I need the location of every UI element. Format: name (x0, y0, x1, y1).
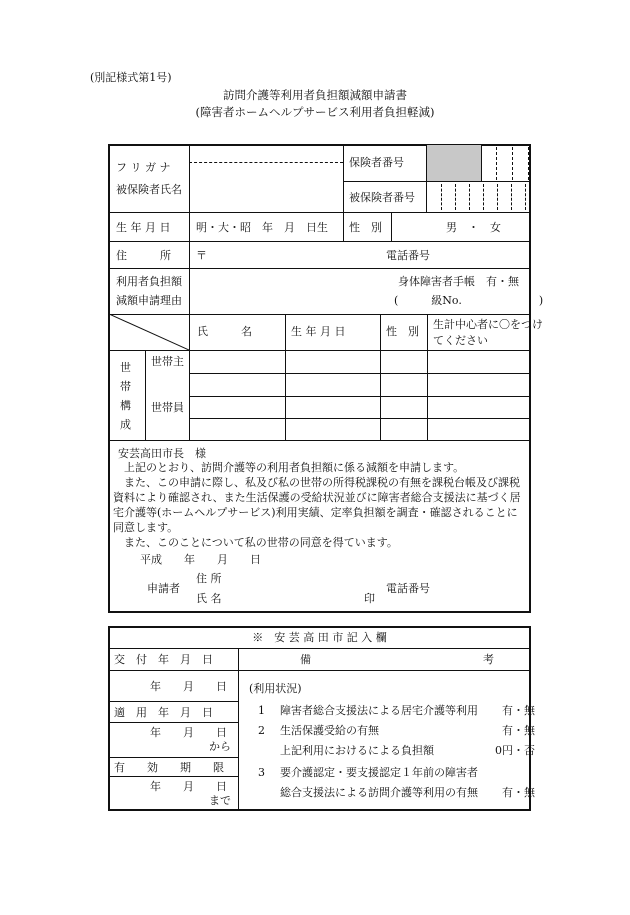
addressee: 安芸高田市長 様 (118, 447, 206, 460)
until-label: まで (209, 794, 231, 807)
applicant-name-label: 氏 名 (196, 592, 222, 605)
birth-value: 明・大・昭 年 月 日生 (196, 221, 328, 234)
main-earner-header-1: 生計中心者に〇をつけ (433, 318, 543, 331)
office-use-title: ※ 安 芸 高 田 市 記 入 欄 (252, 631, 387, 644)
remark-item-text: 生活保護受給の有無 (280, 724, 379, 737)
diagonal-header-cell (109, 314, 189, 350)
remark-item-value: 有・無 (502, 704, 535, 717)
household-label-char: 成 (120, 418, 131, 431)
from-label: から (209, 740, 231, 753)
remark-item-number: 1 (258, 704, 265, 717)
household-label-char: 構 (120, 399, 131, 412)
declaration-line: 宅介護等(ホームヘルプサービス)利用実績、定率負担額を調査・確認されることに (113, 506, 518, 519)
apply-date-value: 年 月 日 (150, 726, 227, 739)
household-label-char: 世 (120, 361, 131, 374)
application-date: 平成 年 月 日 (140, 553, 261, 566)
household-label-char: 帯 (120, 380, 131, 393)
applicant-address-label: 住 所 (196, 572, 222, 585)
remark-item-value: 0円・否 (495, 744, 535, 757)
seal-mark: 印 (364, 592, 375, 605)
applicant-label: 申請者 (147, 582, 180, 595)
reason-label-1: 利用者負担額 (116, 275, 182, 288)
declaration-line: 同意します。 (113, 521, 179, 534)
remark-item-text: 上記利用におけるによる負担額 (280, 744, 434, 757)
usage-status-heading: (利用状況) (249, 682, 302, 695)
handbook-grade: ( 級No. ) (394, 294, 544, 307)
handbook-label: 身体障害者手帳 有・無 (398, 275, 519, 288)
declaration-line: また、この申請に際し、私及び私の世帯の所得税課税の有無を課税台帳及び課税 (124, 476, 520, 489)
household-name-header: 氏 名 (197, 325, 252, 338)
delivery-date-value: 年 月 日 (150, 680, 227, 693)
household-sex-header: 性 別 (386, 325, 419, 338)
remark-item-text: 障害者総合支援法による居宅介護等利用 (280, 704, 478, 717)
remark-item-text: 要介護認定・要支援認定１年前の障害者 (280, 766, 478, 779)
remark-item-value: 有・無 (502, 724, 535, 737)
household-birth-header: 生 年 月 日 (291, 325, 346, 338)
birth-label: 生 年 月 日 (116, 221, 171, 234)
sex-label: 性 別 (349, 221, 382, 234)
remark-item-value: 有・無 (502, 786, 535, 799)
remarks-label-2: 考 (483, 653, 494, 666)
delivery-date-label: 交 付 年 月 日 (114, 653, 213, 666)
postal-mark: 〒 (196, 249, 207, 262)
insured-name-label: 被保険者氏名 (116, 183, 182, 196)
remarks-label-1: 備 (300, 653, 311, 666)
remark-item-text: 総合支援法による訪問介護等利用の有無 (280, 786, 478, 799)
household-member-label: 世帯員 (151, 401, 184, 414)
declaration-line: 上記のとおり、訪問介護等の利用者負担額に係る減額を申請します。 (124, 461, 465, 474)
household-head-label: 世帯主 (151, 355, 184, 368)
applicant-phone-label: 電話番号 (386, 582, 430, 595)
declaration-line: 資料により確認され、また生活保護の受給状況並びに障害者総合支援法に基づく居 (113, 491, 521, 504)
reason-label-2: 減額申請理由 (116, 294, 182, 307)
address-label: 住 所 (116, 249, 171, 262)
insured-number-label: 被保険者番号 (349, 191, 415, 204)
insurer-number-shaded-box (427, 145, 481, 181)
validity-date-value: 年 月 日 (150, 780, 227, 793)
remark-item-number: 2 (258, 724, 265, 737)
form-id: (別記様式第1号) (90, 71, 172, 84)
sex-options: 男 ・ 女 (446, 221, 501, 234)
apply-date-label: 適 用 年 月 日 (114, 706, 213, 719)
page-subtitle: (障害者ホームヘルプサービス利用者負担軽減) (195, 105, 435, 119)
validity-label: 有 効 期 限 (114, 761, 224, 774)
main-earner-header-2: てください (433, 334, 488, 347)
insurer-number-label: 保険者番号 (349, 156, 404, 169)
phone-label: 電話番号 (386, 249, 430, 262)
page-title: 訪問介護等利用者負担額減額申請書 (223, 88, 407, 102)
furigana-label: フ リ ガ ナ (116, 161, 171, 174)
remark-item-number: 3 (258, 766, 265, 779)
declaration-line: また、このことについて私の世帯の同意を得ています。 (124, 536, 398, 549)
